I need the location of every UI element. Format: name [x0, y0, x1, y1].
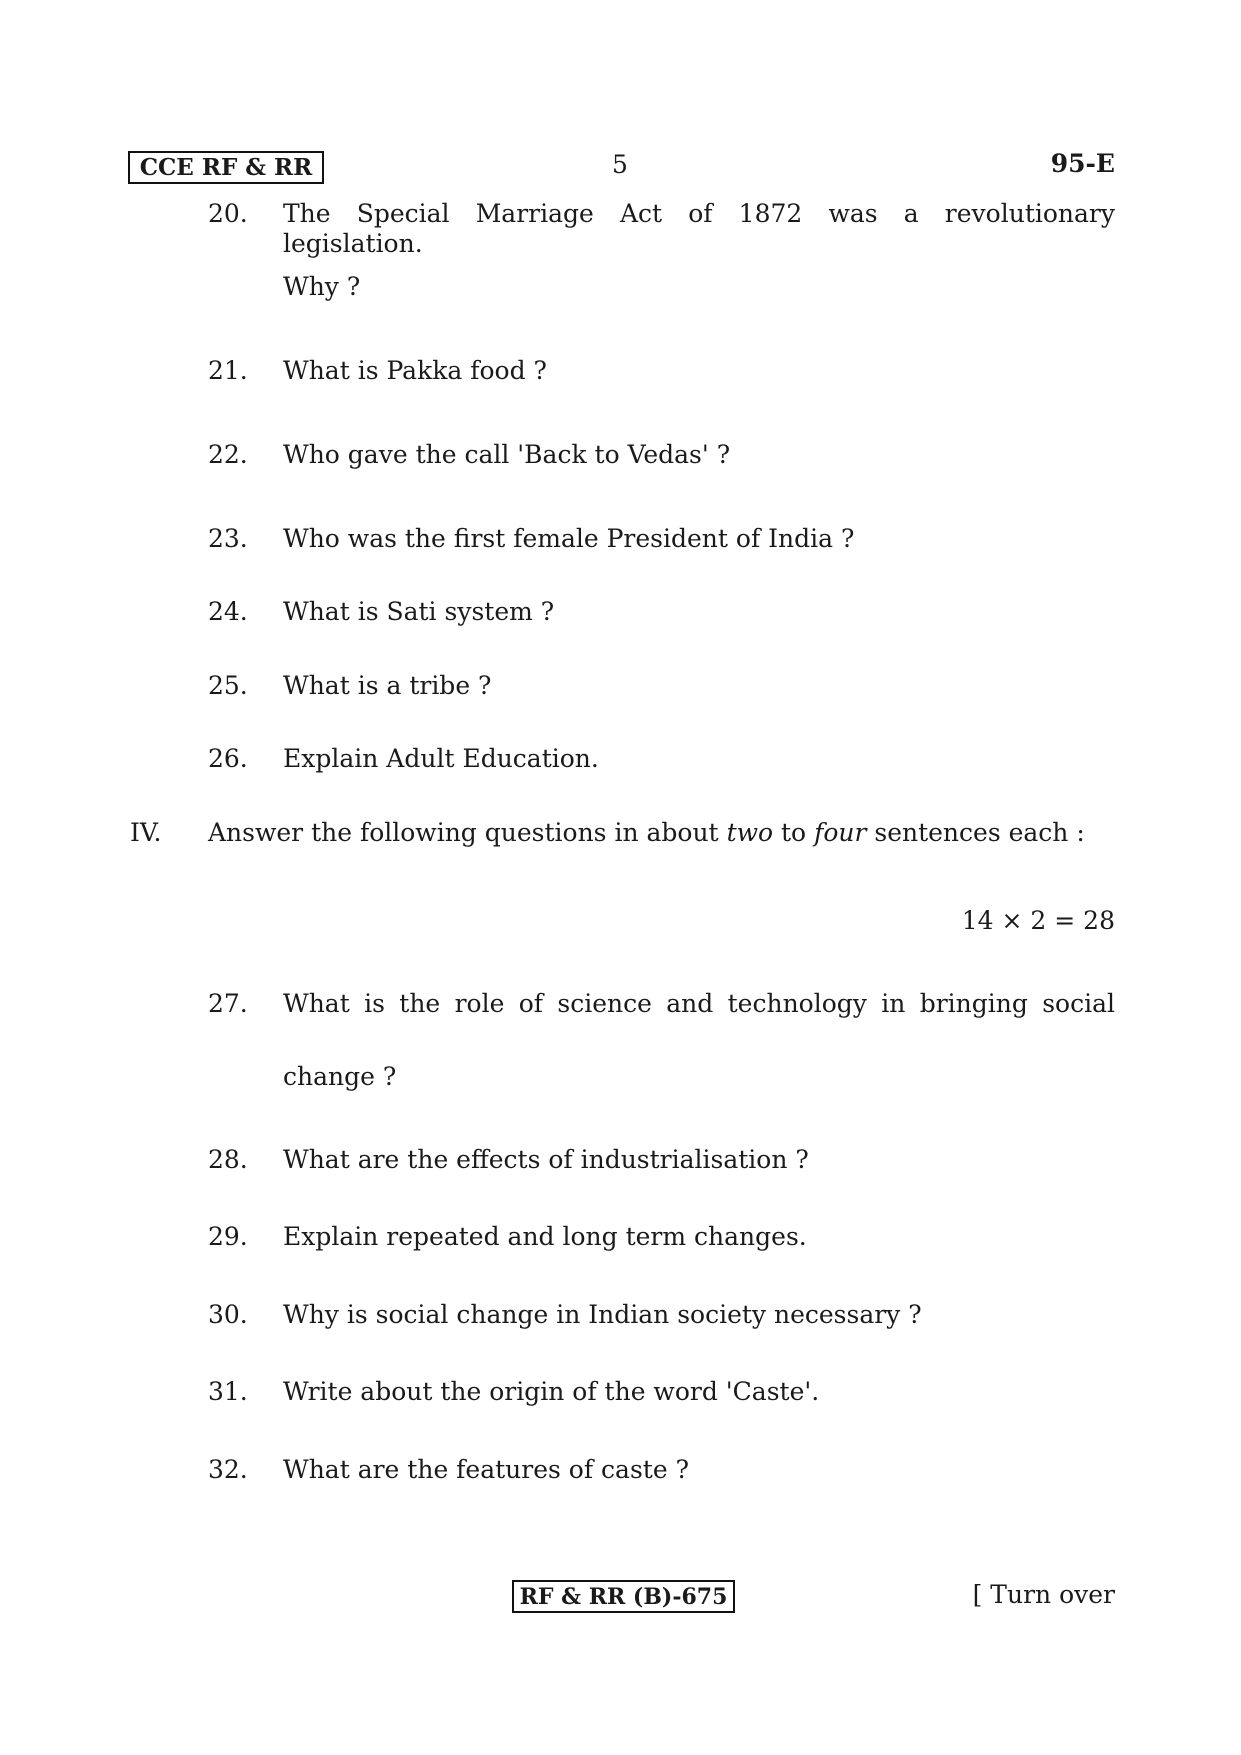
question-number: 28.	[208, 1145, 248, 1174]
question-text: The Special Marriage Act of 1872 was a revolutionary legislation.	[283, 199, 1115, 258]
instruction-text: to	[773, 818, 815, 847]
question-22	[0, 440, 1241, 470]
turn-over-note: [ Turn over	[972, 1580, 1115, 1609]
question-text: Who gave the call 'Back to Vedas' ?	[283, 440, 731, 469]
section-iv-heading	[0, 818, 1241, 848]
section-instruction	[208, 818, 1085, 848]
question-27	[0, 989, 1241, 1019]
question-20-continuation	[0, 272, 1241, 302]
question-text: What are the features of caste ?	[283, 1455, 689, 1484]
instruction-text: Answer the following questions in about	[208, 818, 727, 847]
question-number: 23.	[208, 524, 248, 553]
question-text: What is the role of science and technology in bringing social	[283, 989, 1115, 1018]
question-number: 29.	[208, 1222, 248, 1251]
instruction-emphasis-two: two	[726, 818, 774, 847]
question-28	[0, 1145, 1241, 1175]
question-text: What is a tribe ?	[283, 671, 492, 700]
instruction-text: sentences each :	[866, 818, 1085, 847]
question-text: Explain Adult Education.	[283, 744, 599, 773]
question-29	[0, 1222, 1241, 1252]
question-27-continuation	[0, 1062, 1241, 1092]
subject-code-box: CCE RF & RR	[128, 151, 324, 184]
question-20	[0, 199, 1241, 258]
question-text: Who was the first female President of India ?	[283, 524, 855, 553]
question-text: Why is social change in Indian society necessary ?	[283, 1300, 922, 1329]
section-numeral: IV.	[130, 818, 162, 847]
question-25	[0, 671, 1241, 701]
question-text: What are the effects of industrialisation ?	[283, 1145, 809, 1174]
question-21	[0, 356, 1241, 386]
question-number: 25.	[208, 671, 248, 700]
question-text: Write about the origin of the word 'Caste'.	[283, 1377, 820, 1406]
section-marks: 14 × 2 = 28	[961, 906, 1115, 935]
question-number: 26.	[208, 744, 248, 773]
question-text-continued: Why ?	[283, 272, 361, 301]
question-24	[0, 597, 1241, 627]
question-23	[0, 524, 1241, 554]
question-30	[0, 1300, 1241, 1330]
question-number: 20.	[208, 199, 248, 228]
question-number: 22.	[208, 440, 248, 469]
question-text: What is Pakka food ?	[283, 356, 547, 385]
instruction-emphasis-four: four	[814, 818, 867, 847]
page-number: 5	[612, 150, 628, 179]
question-number: 27.	[208, 989, 248, 1018]
question-text-continued: change ?	[283, 1062, 397, 1091]
footer-code-box: RF & RR (B)-675	[512, 1580, 735, 1613]
question-32	[0, 1455, 1241, 1485]
question-number: 31.	[208, 1377, 248, 1406]
question-number: 24.	[208, 597, 248, 626]
question-text: Explain repeated and long term changes.	[283, 1222, 807, 1251]
question-26	[0, 744, 1241, 774]
question-number: 30.	[208, 1300, 248, 1329]
question-number: 21.	[208, 356, 248, 385]
paper-code: 95-E	[1050, 149, 1115, 178]
question-text: What is Sati system ?	[283, 597, 555, 626]
question-31	[0, 1377, 1241, 1407]
question-number: 32.	[208, 1455, 248, 1484]
